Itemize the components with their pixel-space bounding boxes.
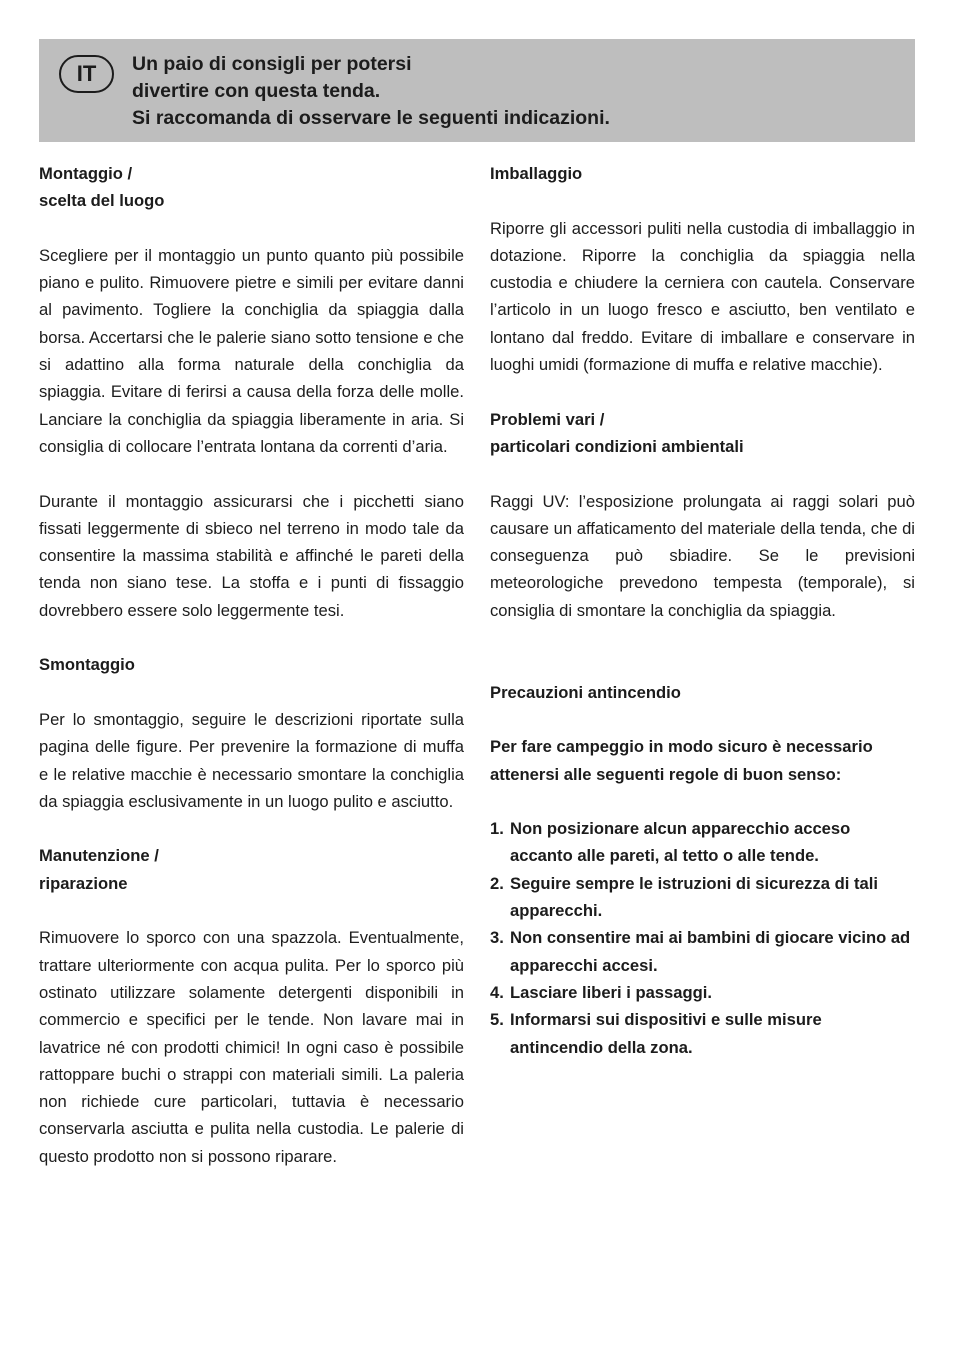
fire-safety-rules-list (490, 815, 915, 1061)
header-title (132, 51, 610, 132)
section-heading-problemi: Problemi vari / (490, 409, 605, 429)
list-text: Seguire sempre le istruzioni di sicurezza di tali apparecchi. (510, 873, 878, 921)
list-text: Non posizionare alcun apparecchio acceso accanto alle pareti, al tetto o alle tende. (510, 819, 851, 866)
language-badge: IT (59, 55, 114, 93)
list-number: 5. (490, 1010, 504, 1030)
list-text: Informarsi sui dispositivi e sulle misure antincendio della zona. (510, 1010, 822, 1057)
language-header-banner (39, 39, 915, 142)
paragraph-antincendio-intro: Per fare campeggio in modo sicuro è necessario attenersi alle seguenti regole di buon senso: (490, 737, 873, 784)
left-column (39, 160, 464, 1170)
paragraph-problemi: Raggi UV: l’esposizione prolungata ai raggi solari può causare un affaticamento del materiale della tenda, che di conseguenza può sbiadire. Se le previsioni meteorologiche prevedono tempesta (temporale), si consiglia di smontare la conchiglia da spiaggia. (490, 491, 915, 620)
list-number: 1. (490, 819, 504, 839)
section-heading-smontaggio: Smontaggio (39, 655, 135, 675)
section-heading-problemi-sub: particolari condizioni ambientali (490, 436, 744, 456)
list-item (490, 870, 915, 925)
paragraph-smontaggio: Per lo smontaggio, seguire le descrizioni riportate sulla pagina delle figure. Per prevenire la formazione di muffa e le relative macchie è necessario smontare la conchiglia da spiaggia esclusivamente in un luogo pulito e asciutto. (39, 709, 464, 811)
list-item (490, 815, 915, 870)
section-heading-manutenzione: Manutenzione / (39, 846, 159, 866)
list-number: 2. (490, 873, 504, 893)
paragraph-montaggio-1: Scegliere per il montaggio un punto quanto più possibile piano e pulito. Rimuovere pietre e simili per evitare danni al pavimento. Togliere la conchiglia da spiaggia dalla borsa. Accertarsi che le palerie siano sotto tensione e che si adattino alla forma naturale della conchiglia da spiaggia. Evitare di ferirsi a causa della forza delle molle. Lanciare la conchiglia da spiaggia liberamente in aria. Si consiglia di collocare l’entrata lontana da correnti d’aria. (39, 245, 464, 456)
section-heading-montaggio-sub: scelta del luogo (39, 191, 165, 211)
paragraph-manutenzione: Rimuovere lo sporco con una spazzola. Eventualmente, trattare ulteriormente con acqua pulita. Per lo sporco più ostinato utilizzare solamente detergenti disponibili in commercio e specifici per le tende. Non lavare mai in lavatrice né con prodotti chimici! In ogni caso è possibile rattoppare buchi o strappi con materiali simili. La paleria non richiede cure particolari, tuttavia è necessario conservarla asciutta e pulita nella custodia. Le palerie di questo prodotto non si possono riparare. (39, 928, 464, 1166)
list-number: 4. (490, 982, 504, 1002)
right-column (490, 160, 915, 1061)
paragraph-montaggio-2: Durante il montaggio assicurarsi che i picchetti siano fissati leggermente di sbieco nel terreno in modo tale da consentire la massima stabilità e affinché le pareti della tenda non siano tese. La stoffa e i punti di fissaggio dovrebbero essere solo leggermente tesi. (39, 491, 464, 620)
list-text: Non consentire mai ai bambini di giocare vicino ad apparecchi accesi. (510, 928, 911, 975)
header-line: divertire con questa tenda. (132, 80, 381, 102)
header-line: Si raccomanda di osservare le seguenti indicazioni. (132, 107, 610, 129)
list-item (490, 979, 915, 1006)
list-number: 3. (490, 928, 504, 948)
paragraph-imballaggio: Riporre gli accessori puliti nella custodia di imballaggio in dotazione. Riporre la conchiglia da spiaggia nella custodia e chiudere la cerniera con cautela. Conservare l’articolo in un luogo fresco e asciutto, ben ventilato e lontano dal freddo. Evitare di imballare e conservare in luoghi umidi (formazione di muffa e relative macchie). (490, 218, 915, 375)
list-item (490, 924, 915, 979)
header-line: Un paio di consigli per potersi (132, 53, 412, 75)
section-heading-antincendio: Precauzioni antincendio (490, 682, 681, 702)
section-heading-imballaggio: Imballaggio (490, 164, 583, 183)
section-heading-montaggio: Montaggio / (39, 164, 133, 183)
list-text: Lasciare liberi i passaggi. (510, 982, 712, 1002)
list-item (490, 1006, 915, 1061)
section-heading-manutenzione-sub: riparazione (39, 873, 128, 893)
